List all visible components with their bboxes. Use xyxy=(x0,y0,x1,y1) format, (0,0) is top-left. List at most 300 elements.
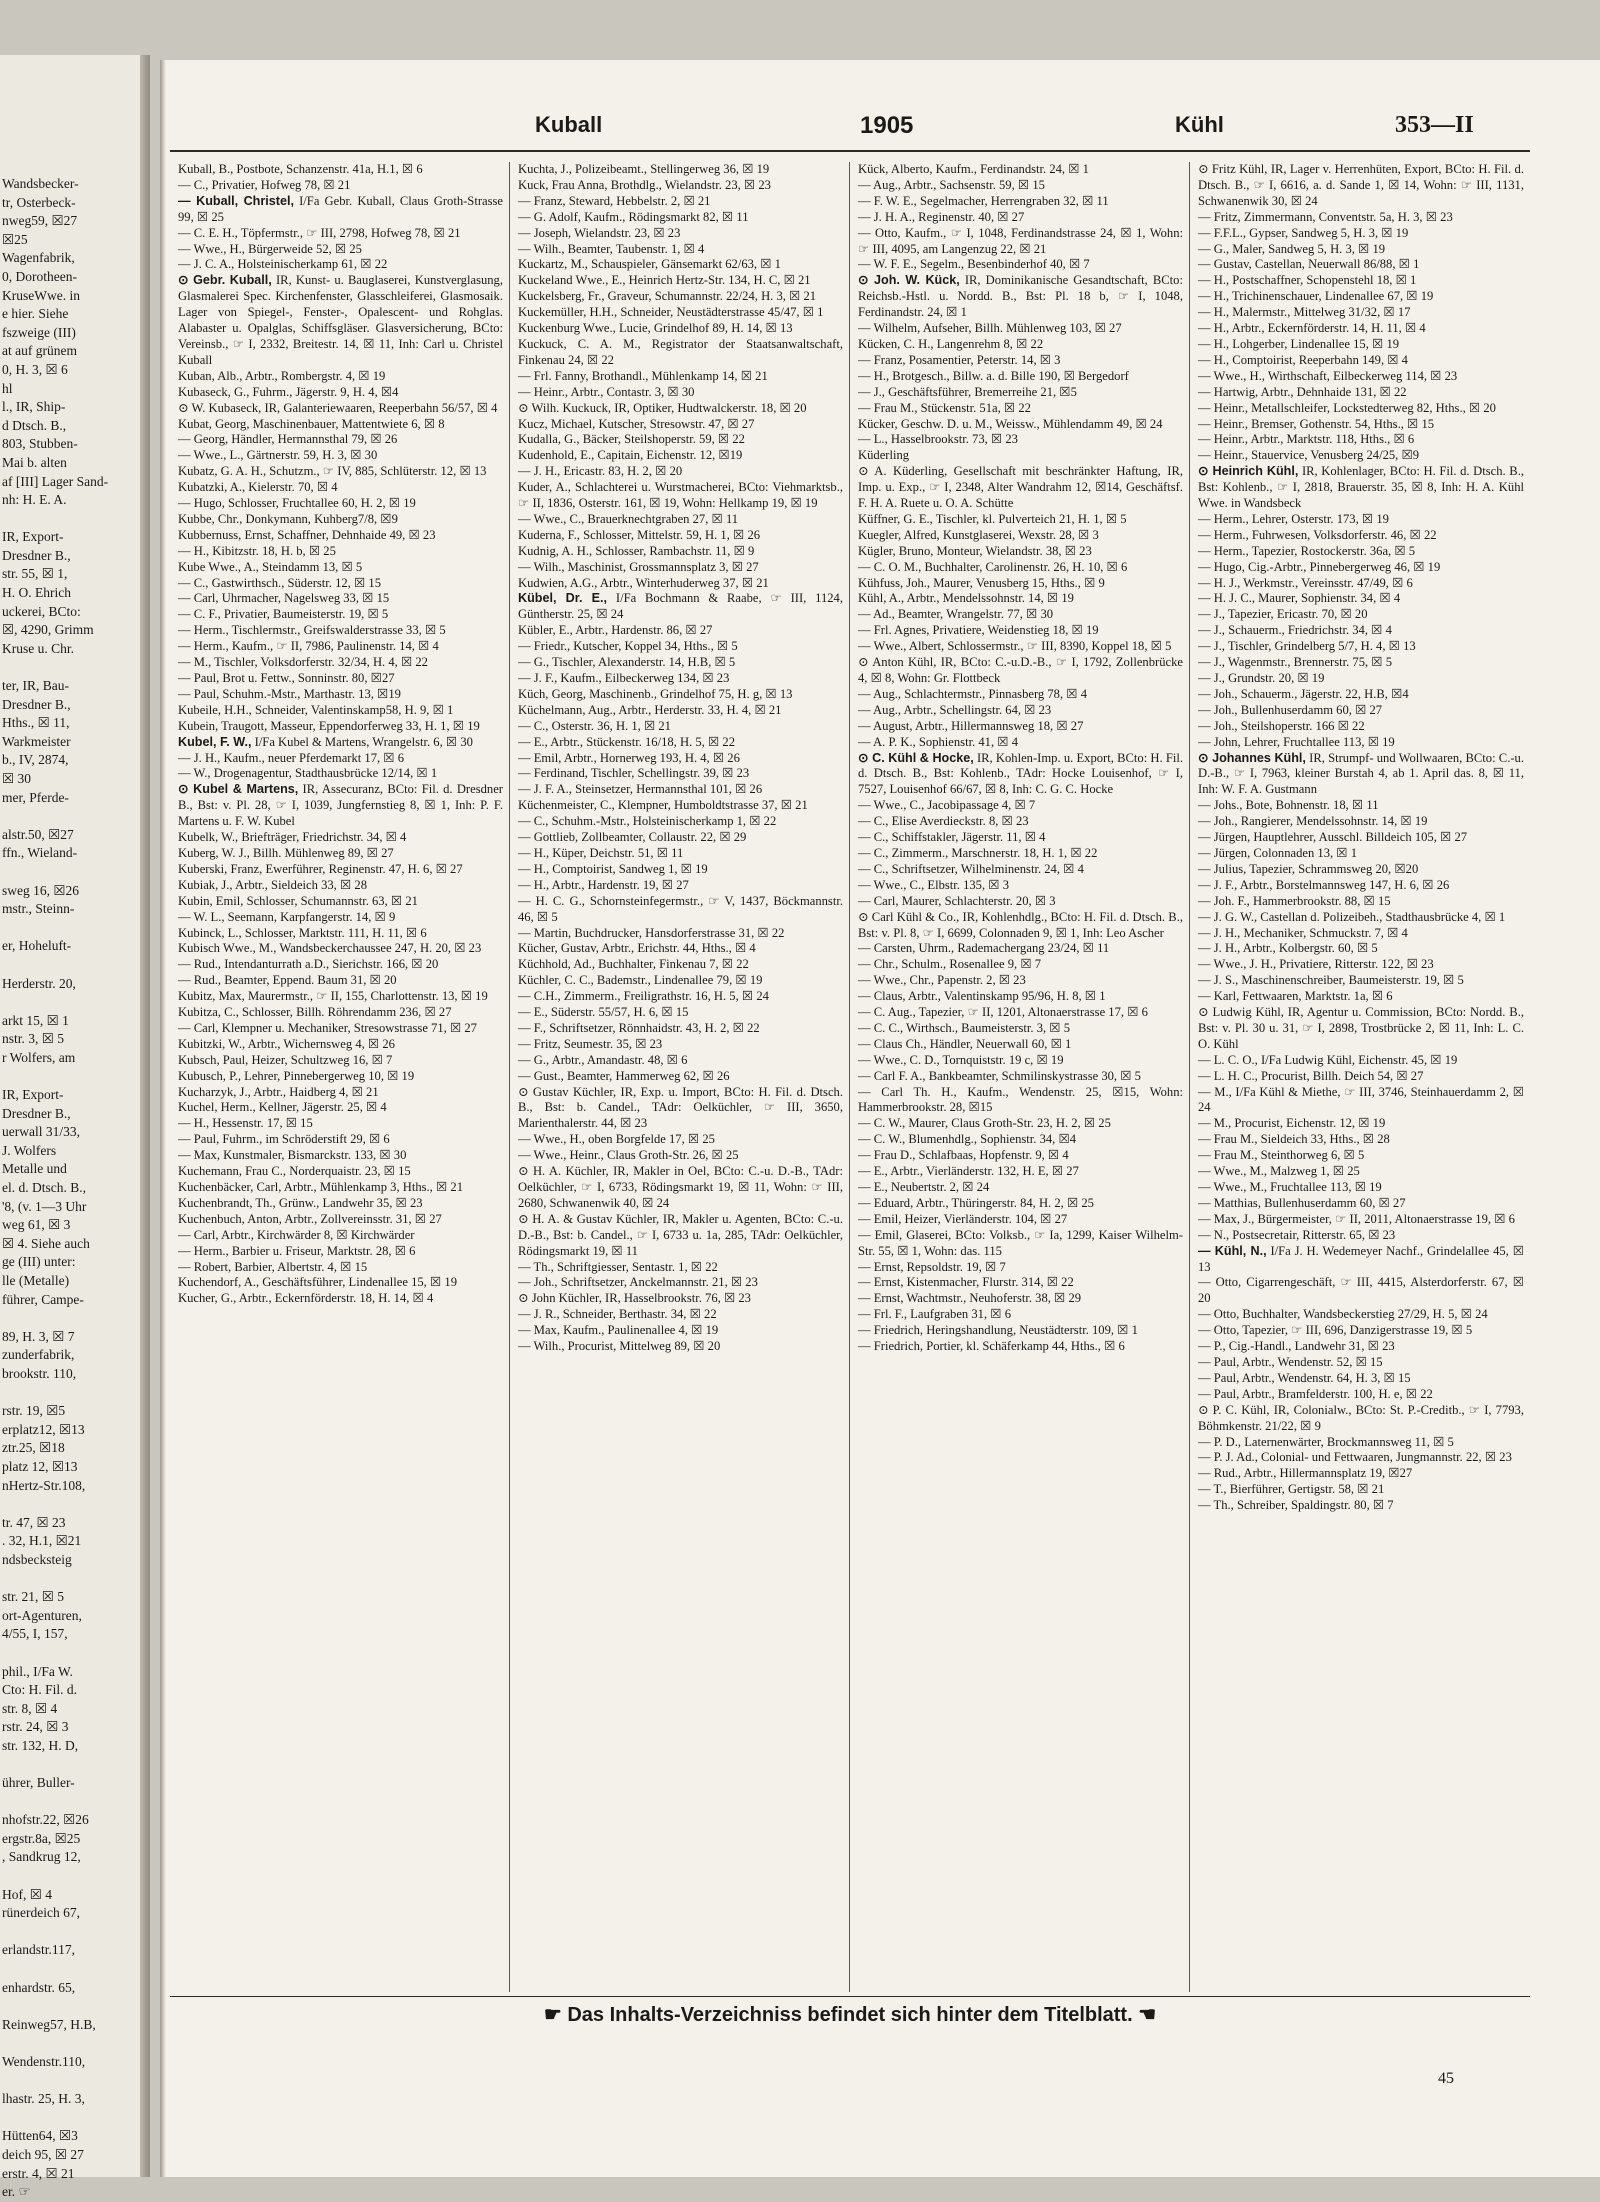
entry-details: IR, Galanteriewaaren, Reeperbahn 56/57, ☒ 4 xyxy=(261,400,498,415)
entry-details: Steinthorweg 6, ☒ 5 xyxy=(1257,1148,1365,1163)
entry-details: Beamter, Hammerweg 62, ☒ 26 xyxy=(563,1068,730,1083)
directory-entry xyxy=(858,814,1183,830)
directory-entry xyxy=(858,560,1183,576)
directory-entry xyxy=(1198,687,1524,703)
directory-entry xyxy=(178,957,503,973)
directory-entry xyxy=(518,1307,843,1323)
entry-details: Brothandl., Mühlenkamp 14, ☒ 21 xyxy=(588,368,768,383)
entry-details: M., Schauspieler, Gänsemarkt 62/63, ☒ 1 xyxy=(567,257,781,272)
entry-name: Kudalla, xyxy=(518,432,562,447)
entry-details: Bremser, Gothenstr. 54, Hths., ☒ 15 xyxy=(1248,416,1435,431)
entry-name: — Karl, xyxy=(1198,989,1240,1004)
entry-details: Geschw. D. u. M., Weissw., Mühlendamm 49, ☒ 24 xyxy=(897,416,1163,431)
entry-name: ⊙ H. A. & Gustav Küchler, xyxy=(518,1211,660,1226)
entry-name: — W. F. E., xyxy=(858,257,917,272)
entry-details: Kaufm., neuer Pferdemarkt 17, ☒ 6 xyxy=(220,750,405,765)
entry-details: Bankbeamter, Schmilinskystrasse 30, ☒ 5 xyxy=(925,1068,1141,1083)
entry-details: Brotgesch., Billw. a. d. Bille 190, ☒ Bergedorf xyxy=(889,368,1129,383)
entry-name: — Carl F. A., xyxy=(858,1068,926,1083)
directory-entry xyxy=(1198,1085,1524,1117)
entry-details: Arbtr., Stückenstr. 16/18, H. 5, ☒ 22 xyxy=(547,734,735,749)
entry-details: F., Schlosser, Mittelstr. 59, H. 1, ☒ 26 xyxy=(564,527,761,542)
entry-details: Zimmerm., Freiligrathstr. 16, H. 5, ☒ 24 xyxy=(560,989,769,1004)
directory-entry xyxy=(178,512,503,528)
entry-name: — Hartwig, xyxy=(1198,384,1259,399)
directory-entry xyxy=(1198,1148,1524,1164)
entry-name: — Paul, xyxy=(1198,1370,1240,1385)
entry-name: — Gottlieb, xyxy=(518,830,579,845)
previous-page-line xyxy=(2,1644,142,1663)
directory-entry xyxy=(1198,703,1524,719)
entry-details: Beamter, Taubenstr. 1, ☒ 4 xyxy=(564,241,705,256)
entry-details: Steward, Hebbelstr. 2, ☒ 21 xyxy=(565,193,711,208)
entry-details: G., Fuhrm., Jägerstr. 9, H. 4, ☒4 xyxy=(230,384,399,399)
directory-entry xyxy=(518,576,843,592)
directory-entry xyxy=(178,1212,503,1228)
previous-page-line: führer, Campe- xyxy=(2,1291,84,1307)
directory-entry xyxy=(1198,719,1524,735)
entry-name: Kuchta, xyxy=(518,162,558,176)
directory-entry xyxy=(1198,1116,1524,1132)
entry-name: — Paul, xyxy=(1198,1354,1240,1369)
entry-name: — Joh., xyxy=(1198,686,1238,701)
previous-page-line: ztr.25, ☒18 xyxy=(2,1440,65,1456)
entry-name: — Friedr., xyxy=(518,639,571,654)
entry-details: Privatiere, Weidenstieg 18, ☒ 19 xyxy=(929,623,1099,638)
entry-details: Barbier, Albertstr. 4, ☒ 15 xyxy=(231,1259,368,1274)
entry-name: Kubinck, xyxy=(178,925,225,940)
entry-details: Georg, Maschinenb., Grindelhof 75, H. g, ☒ 13 xyxy=(548,686,793,701)
entry-name: ⊙ C. Kühl & Hocke, xyxy=(858,750,974,765)
entry-name: — Carl Th. H., xyxy=(858,1084,957,1099)
entry-name: Kuball, B., xyxy=(178,162,234,176)
entry-details: IR, Dominikanische Gesandtschaft, BCto: Reichsb.-Hstl. u. Nordd. B., Bst: Pl. 18 b, ☞ I, 1048, Ferdinandstr. 24, ☒ 1 xyxy=(858,273,1183,320)
directory-entry xyxy=(858,544,1183,560)
directory-entry xyxy=(518,1260,843,1276)
directory-entry xyxy=(858,607,1183,623)
entry-details: Laternenwärter, Brockmannsweg 11, ☒ 5 xyxy=(1241,1434,1454,1449)
entry-name: — C. E. H., xyxy=(178,225,238,240)
entry-name: — Chr., xyxy=(858,957,899,972)
entry-details: C., Schlosser, Billh. Röhrendamm 236, ☒ 27 xyxy=(221,1005,452,1020)
previous-page-line: erstr. 4, ☒ 21 xyxy=(2,2165,75,2181)
directory-entry xyxy=(858,353,1183,369)
directory-entry xyxy=(178,1180,503,1196)
previous-page-line: Wendenstr.110, xyxy=(2,2053,86,2069)
previous-page-line: ergstr.8a, ☒25 xyxy=(2,1830,81,1846)
directory-entry xyxy=(518,401,843,417)
entry-details: IR, Makler u. Agenten, BCto: C.-u. D.-B., Bst: b. Candel., ☞ I, 6733 u. 1a, 285, TAdr: Oelküchler, Rödingsmarkt 19, ☒ 11 xyxy=(518,1211,843,1258)
entry-details: Elise Averdieckstr. 8, ☒ 23 xyxy=(888,814,1029,829)
entry-details: Beamter, Wrangelstr. 77, ☒ 30 xyxy=(894,607,1054,622)
entry-details: Schreiber, Spaldingstr. 80, ☒ 7 xyxy=(1233,1498,1394,1513)
directory-entry xyxy=(858,273,1183,321)
entry-name: — Wwe., xyxy=(178,448,227,463)
entry-name: — Paul, xyxy=(178,1132,220,1147)
entry-name: Kubitza, xyxy=(178,1005,222,1020)
previous-page-line: Cto: H. Fil. d. xyxy=(2,1682,78,1698)
previous-page-line: Metalle und xyxy=(2,1161,67,1177)
entry-details: Postsecretair, Ritterstr. 65, ☒ 23 xyxy=(1229,1227,1396,1242)
entry-name: — August, xyxy=(858,718,913,733)
directory-entry xyxy=(1198,321,1524,337)
entry-name: — Heinr., xyxy=(1198,400,1249,415)
entry-details: Castellan, Neuerwall 86/88, ☒ 1 xyxy=(1251,257,1420,272)
previous-page-line: l., IR, Ship- xyxy=(2,399,66,415)
directory-entry xyxy=(1198,989,1524,1005)
entry-details: J., Bürgermeister, ☞ II, 2011, Altonaerstrasse 19, ☒ 6 xyxy=(1239,1211,1515,1226)
entry-details: IR, Kohlenhdlg., BCto: H. Fil. d. Dtsch. B., Bst: v. Pl. 8, ☞ I, 6699, Colonnaden 9, ☒ 1, Inh: Leo Ascher xyxy=(858,909,1183,940)
entry-details: Bierführer, Gertigstr. 58, ☒ 21 xyxy=(1226,1482,1385,1497)
previous-page-line: uckerei, BCto: xyxy=(2,603,81,619)
entry-name: — Ferdinand, xyxy=(518,766,588,781)
entry-name: — Heinr., xyxy=(1198,448,1249,463)
directory-entry xyxy=(518,735,843,751)
entry-details: Maurer, Claus Groth-Str. 23, H. 2, ☒ 25 xyxy=(905,1116,1111,1131)
entry-details: Metallschleifer, Lockstedterweg 82, Hths., ☒ 20 xyxy=(1248,400,1496,415)
entry-name: — H., xyxy=(518,845,550,860)
directory-entry xyxy=(178,591,503,607)
entry-name: — C., xyxy=(178,575,209,590)
previous-page-line: erlandstr.117, xyxy=(2,1942,75,1958)
entry-details: Werkmstr., Vereinsstr. 47/49, ☒ 6 xyxy=(1240,575,1413,590)
directory-entry xyxy=(178,560,503,576)
entry-name: — Wwe., xyxy=(518,511,567,526)
entry-name: — Claus Ch., xyxy=(858,1036,927,1051)
entry-details: IR, Assecuranz, BCto: Fil. d. Dresdner B., Bst: v. Pl. 28, ☞ I, 1039, Jungfernstieg 8, ☒ 1, Inh: P. F. Martens u. F. W. Kubel xyxy=(178,782,503,829)
directory-entry xyxy=(178,1164,503,1180)
directory-entry xyxy=(178,655,503,671)
entry-name: — Wwe., xyxy=(1198,1164,1247,1179)
entry-name: — Herm., xyxy=(178,623,229,638)
directory-entry xyxy=(518,894,843,926)
entry-details: Hasselbrookstr. 73, ☒ 23 xyxy=(887,432,1018,447)
directory-entry xyxy=(1198,576,1524,592)
entry-name: Kuckenburg Wwe., xyxy=(518,321,616,336)
directory-entry xyxy=(178,369,503,385)
entry-name: — Frl. Agnes, xyxy=(858,623,930,638)
entry-details: Süderstr. 55/57, H. 6, ☒ 15 xyxy=(547,1005,689,1020)
directory-entry xyxy=(518,1148,843,1164)
entry-details: Intendanturrath a.D., Sierichstr. 166, ☒ 20 xyxy=(221,957,439,972)
entry-details: G., Bäcker, Steilshoperstr. 59, ☒ 22 xyxy=(561,432,745,447)
directory-entry xyxy=(518,1005,843,1021)
entry-name: — Wwe., xyxy=(1198,957,1247,972)
previous-page-line xyxy=(2,807,142,826)
entry-details: Max, Maurermstr., ☞ II, 155, Charlottenstr. 13, ☒ 19 xyxy=(215,989,488,1004)
entry-name: Kubatz, xyxy=(178,464,218,479)
previous-page-line xyxy=(2,1309,142,1328)
entry-name: — H., xyxy=(858,368,890,383)
entry-details: IR, Lager v. Herrenhüten, Export, BCto: H. Fil. d. Dtsch. B., ☞ I, 6616, a. d. Sande 1, ☒ 14, Wohn: ☞ III, 1131, Schwanenwik 30, ☒ 24 xyxy=(1198,162,1524,208)
entry-details: IR, Makler in Oel, BCto: C.-u. D.-B., TAdr: Oelküchler, ☞ I, 6733, Rödingsmarkt 19, ☒ 11, Wohn: ☞ III, 2680, Schwanenwik 40, ☒ 24 xyxy=(518,1164,843,1210)
entry-details: H., oben Borgfelde 17, ☒ 25 xyxy=(566,1132,715,1147)
entry-name: — Max, xyxy=(178,1148,220,1163)
entry-details: Schulm., Rosenallee 9, ☒ 7 xyxy=(898,957,1042,972)
entry-name: — Max, xyxy=(518,1323,560,1338)
entry-details: Malermstr., Mittelweg 31/32, ☒ 17 xyxy=(1229,305,1411,320)
entry-details: H.H., Schneider, Valentinskamp58, H. 9, ☒ 1 xyxy=(221,702,454,717)
directory-column-3 xyxy=(850,162,1190,1992)
previous-page-line: at auf grünem xyxy=(2,343,77,359)
entry-details: Kaufm., ☞ I, 1048, Ferdinandstrasse 24, ☒ 1, Wohn: ☞ III, 4095, am Langenzug 22, ☒ 21 xyxy=(858,225,1184,256)
pointing-hand-right-icon: ☛ xyxy=(543,2004,562,2026)
previous-page-line: J. Wolfers xyxy=(2,1142,57,1158)
entry-name: — P. J. Ad., xyxy=(1198,1450,1258,1465)
previous-page-fragment xyxy=(0,55,150,2200)
directory-entry xyxy=(518,544,843,560)
previous-page-line: IR, Export- xyxy=(2,529,64,545)
directory-entry xyxy=(178,1005,503,1021)
directory-entry xyxy=(1198,1403,1524,1435)
entry-details: IR, Strumpf- und Wollwaaren, BCto: C.-u. D.-B., ☞ I, 7963, kleiner Burstah 4, ab 1. April das. 8, ☒ 11, Inh: W. F. A. Gustmann xyxy=(1198,750,1524,797)
directory-entry xyxy=(178,1132,503,1148)
previous-page-line: ndsbecksteig xyxy=(2,1551,72,1567)
entry-details: H., Bürgerweide 52, ☒ 25 xyxy=(226,241,362,256)
directory-entry xyxy=(518,1037,843,1053)
directory-entry xyxy=(518,703,843,719)
entry-name: — G., xyxy=(518,655,550,670)
entry-name: ⊙ Gebr. Kuball, xyxy=(178,273,272,288)
previous-page-line: nweg59, ☒27 xyxy=(2,213,78,229)
entry-details: Lucie, Grindelhof 89, H. 14, ☒ 13 xyxy=(615,321,793,336)
entry-details: Bullenhuserdamm 60, ☒ 27 xyxy=(1260,1195,1406,1210)
directory-entry xyxy=(178,178,503,194)
entry-name: — Otto, xyxy=(1198,1323,1240,1338)
entry-name: — Wwe., xyxy=(1198,368,1247,383)
directory-entry xyxy=(858,973,1183,989)
directory-column-1 xyxy=(170,162,510,1992)
entry-name: Kubin, xyxy=(178,893,213,908)
entry-name: Kuckartz, xyxy=(518,257,568,272)
directory-entry xyxy=(1198,1132,1524,1148)
entry-details: Händler, Neuerwall 60, ☒ 1 xyxy=(926,1036,1072,1051)
previous-page-line: rstr. 24, ☒ 3 xyxy=(2,1719,69,1735)
previous-page-line: uerwall 31/33, xyxy=(2,1124,80,1140)
entry-name: — E., xyxy=(858,1180,888,1194)
entry-name: — Herm., xyxy=(178,639,229,654)
entry-name: — J., xyxy=(858,384,885,399)
directory-entry xyxy=(1198,210,1524,226)
entry-details: H.H., Schneider, Neustädterstrasse 45/47, ☒ 1 xyxy=(586,305,824,320)
entry-name: Kubitzki, xyxy=(178,1036,226,1051)
entry-details: Kaufm., ☞ II, 7986, Paulinenstr. 14, ☒ 4 xyxy=(228,639,439,654)
entry-name: — Wwe., xyxy=(858,973,907,988)
entry-name: — H. J. C., xyxy=(1198,591,1256,606)
directory-entry xyxy=(1198,385,1524,401)
directory-entry xyxy=(1198,894,1524,910)
entry-name: — J., xyxy=(1198,655,1225,670)
entry-details: Wielandstr. 23, ☒ 23 xyxy=(571,225,681,240)
directory-entry xyxy=(178,973,503,989)
entry-name: — Frau M., xyxy=(858,400,918,415)
directory-entry xyxy=(858,798,1183,814)
entry-name: Kuchenbuch, xyxy=(178,1211,245,1226)
entry-details: Heringshandlung, Neustädterstr. 109, ☒ 1 xyxy=(923,1323,1138,1338)
entry-details: Carl, Arbtr., Mühlenkamp 3, Hths., ☒ 21 xyxy=(253,1180,464,1194)
entry-details: Schauerm., Friedrichstr. 34, ☒ 4 xyxy=(1224,623,1392,638)
directory-entry xyxy=(1198,1323,1524,1339)
previous-page-line: rstr. 19, ☒5 xyxy=(2,1403,66,1419)
previous-page-line xyxy=(2,2072,142,2091)
previous-page-line xyxy=(2,2034,142,2053)
directory-entry xyxy=(518,560,843,576)
entry-details: Tischler, Volksdorferstr. 32/34, H. 4, ☒ 22 xyxy=(211,655,428,670)
directory-entry xyxy=(1198,751,1524,799)
entry-name: — L., xyxy=(858,432,888,447)
entry-name: — J. F., xyxy=(1198,877,1238,892)
directory-entry xyxy=(1198,655,1524,671)
running-header xyxy=(200,112,1520,152)
directory-entry xyxy=(858,369,1183,385)
directory-entry xyxy=(178,432,503,448)
directory-entry xyxy=(858,1260,1183,1276)
previous-page-line: ort-Agenturen, xyxy=(2,1607,82,1623)
previous-page-line: IR, Export- xyxy=(2,1087,64,1103)
entry-details: Arbtr., Schellingstr. 64, ☒ 23 xyxy=(901,702,1052,717)
entry-details: Zimmermann, Conventstr. 5a, H. 3, ☒ 23 xyxy=(1240,209,1453,224)
directory-entry xyxy=(858,337,1183,353)
entry-name: — H., xyxy=(178,543,210,558)
entry-details: A., Kielerstr. 70, ☒ 4 xyxy=(227,480,338,495)
entry-name: — Wwe., xyxy=(858,639,907,654)
entry-name: — Wwe., xyxy=(518,1148,567,1163)
previous-page-line xyxy=(2,1495,142,1514)
entry-details: Zollbeamter, Collaustr. 22, ☒ 29 xyxy=(578,830,747,845)
entry-details: IR, Exp. u. Import, BCto: H. Fil. d. Dtsch. B., Bst: b. Candel., TAdr: Oelküchler, ☞ III, 3650, Marienthalerstr. 44, ☒ 23 xyxy=(518,1084,843,1131)
directory-entry xyxy=(1198,401,1524,417)
entry-name: Kubein, xyxy=(178,718,219,733)
previous-page-line xyxy=(2,1793,142,1812)
directory-entry xyxy=(518,830,843,846)
previous-page-line: ührer, Buller- xyxy=(2,1775,75,1791)
entry-details: Kistenmacher, Flurstr. 314, ☒ 22 xyxy=(903,1275,1074,1290)
directory-entry xyxy=(518,862,843,878)
entry-details: IR, Kohlenlager, BCto: H. Fil. d. Dtsch. B., Bst: Kohlenb., ☞ I, 2818, Brauerstr. 35, ☒ 8, Inh: H. A. Kühl Wwe. in Wandsbeck xyxy=(1198,464,1524,511)
entry-details: Steinsetzer, Hermannsthal 101, ☒ 26 xyxy=(571,782,763,797)
entry-details: Procurist, Eichenstr. 12, ☒ 19 xyxy=(1231,1116,1386,1131)
directory-entry xyxy=(518,369,843,385)
directory-entry xyxy=(178,528,503,544)
entry-details: L., Gärtnerstr. 59, H. 3, ☒ 30 xyxy=(226,448,378,463)
previous-page-line xyxy=(2,1068,142,1087)
entry-details: Hauptlehrer, Ausschl. Billdeich 105, ☒ 27 xyxy=(1250,830,1468,845)
directory-entry xyxy=(858,257,1183,273)
directory-entry xyxy=(178,417,503,433)
previous-page-line: KruseWwe. in xyxy=(2,287,80,303)
entry-name: — Heinr., xyxy=(1198,432,1249,447)
previous-page-line: Herderstr. 20, xyxy=(2,975,76,991)
directory-entry xyxy=(1198,1228,1524,1244)
previous-page-line: phil., I/Fa W. xyxy=(2,1663,73,1679)
entry-details: Bruno, Monteur, Wielandstr. 38, ☒ 23 xyxy=(895,543,1092,558)
entry-name: — Jürgen, xyxy=(1198,830,1251,845)
previous-page-line: d Dtsch. B., xyxy=(2,417,67,433)
entry-details: I/Fa Kühl & Miethe, ☞ III, 3746, Steinhauerdamm 2, ☒ 24 xyxy=(1198,1084,1524,1115)
entry-details: C., Brauerknechtgraben 27, ☒ 11 xyxy=(566,511,739,526)
entry-name: — C., xyxy=(518,814,549,829)
entry-name: — H., xyxy=(178,1116,210,1131)
entry-details: Trichinenschauer, Lindenallee 67, ☒ 19 xyxy=(1229,289,1434,304)
entry-details: M., Wandsbeckerchaussee 247, H. 20, ☒ 23 xyxy=(255,941,482,956)
directory-entry xyxy=(178,1053,503,1069)
entry-details: Barbier u. Friseur, Marktstr. 28, ☒ 6 xyxy=(228,1243,416,1258)
entry-name: — Otto, xyxy=(858,225,901,240)
entry-name: Kubsch, xyxy=(178,1052,220,1067)
entry-details: Kutscher, Koppel 34, Hths., ☒ 5 xyxy=(570,639,738,654)
directory-entry xyxy=(178,496,503,512)
previous-page-line: r Wolfers, am xyxy=(2,1049,76,1065)
entry-details: Tischler, Schellingstr. 39, ☒ 23 xyxy=(587,766,750,781)
directory-entry xyxy=(518,210,843,226)
entry-name: — Frau M., xyxy=(1198,1132,1258,1147)
previous-page-line: sweg 16, ☒26 xyxy=(2,882,79,898)
entry-details: Seumestr. 35, ☒ 23 xyxy=(560,1036,663,1051)
entry-name: ⊙ Anton Kühl, xyxy=(858,655,937,670)
entry-name: — Eduard, xyxy=(858,1195,914,1210)
entry-details: IR, Colonialw., BCto: St. P.-Creditb., ☞ I, 7793, Böhmkenstr. 21/22, ☒ 9 xyxy=(1198,1402,1525,1433)
directory-entry xyxy=(1198,814,1524,830)
entry-details: A., Geschäftsführer, Lindenallee 15, ☒ 19 xyxy=(241,1275,458,1290)
directory-column-2 xyxy=(510,162,850,1992)
previous-page-line xyxy=(2,993,142,1012)
entry-details: C., Jacobipassage 4, ☒ 7 xyxy=(906,798,1036,813)
entry-details: A.G., Arbtr., Winterhuderweg 37, ☒ 21 xyxy=(567,575,769,590)
entry-name: — Hugo, xyxy=(1198,559,1245,574)
entry-details: Gustav, Arbtr., Erichstr. 44, Hths., ☒ 4 xyxy=(557,941,756,956)
directory-entry xyxy=(1198,830,1524,846)
directory-entry xyxy=(858,941,1183,957)
entry-name: — Martin, xyxy=(518,925,572,940)
directory-entry xyxy=(518,162,843,178)
directory-entry xyxy=(858,1148,1183,1164)
entry-details: Schiffstakler, Jägerstr. 11, ☒ 4 xyxy=(888,830,1046,845)
entry-details: Th., Grünw., Landwehr 35, ☒ 23 xyxy=(252,1195,423,1210)
directory-entry xyxy=(1198,464,1524,512)
entry-name: — J. F. A., xyxy=(518,782,572,797)
previous-page-line: er, Hoheluft- xyxy=(2,938,72,954)
entry-name: — Georg, xyxy=(178,432,229,447)
entry-name: — C., xyxy=(858,814,889,829)
entry-name: ⊙ P. C. Kühl, xyxy=(1198,1402,1270,1417)
entry-details: Frau C., Norderquaistr. 23, ☒ 15 xyxy=(242,1164,411,1179)
entry-details: Postbote, Schanzenstr. 41a, H.1, ☒ 6 xyxy=(233,162,423,176)
directory-entry xyxy=(1198,1180,1524,1196)
directory-entry xyxy=(178,910,503,926)
directory-entry xyxy=(1198,432,1524,448)
entry-name: Kücken, xyxy=(858,336,901,351)
entry-details: Heinr., Claus Groth-Str. 26, ☒ 25 xyxy=(566,1148,739,1163)
entry-details: Postschaffner, Schopenstehl 18, ☒ 1 xyxy=(1229,273,1417,288)
directory-entry xyxy=(1198,544,1524,560)
entry-name: — Joh. F., xyxy=(1198,893,1250,908)
directory-entry xyxy=(1198,1450,1524,1466)
previous-page-line: zunderfabrik, xyxy=(2,1347,75,1363)
directory-entry xyxy=(518,957,843,973)
entry-details: Schneider, Berthastr. 34, ☒ 22 xyxy=(559,1307,717,1322)
entry-details: Lehrer, Fruchtallee 113, ☒ 19 xyxy=(1240,734,1395,749)
directory-entry xyxy=(518,719,843,735)
previous-page-line: Hütten64, ☒3 xyxy=(2,2128,78,2144)
directory-entry xyxy=(858,1180,1183,1196)
entry-details: Cig.-Arbtr., Pinnebergerweg 46, ☒ 19 xyxy=(1244,559,1441,574)
entry-name: — J. G. W., xyxy=(1198,909,1258,924)
entry-name: ⊙ H. A. Küchler, xyxy=(518,1164,609,1179)
entry-name: ⊙ Heinrich Kühl, xyxy=(1198,464,1299,479)
entry-name: Küchelmann, xyxy=(518,702,586,717)
entry-name: Kuckelsberg, xyxy=(518,289,585,304)
previous-page-line: nstr. 3, ☒ 5 xyxy=(2,1031,64,1047)
